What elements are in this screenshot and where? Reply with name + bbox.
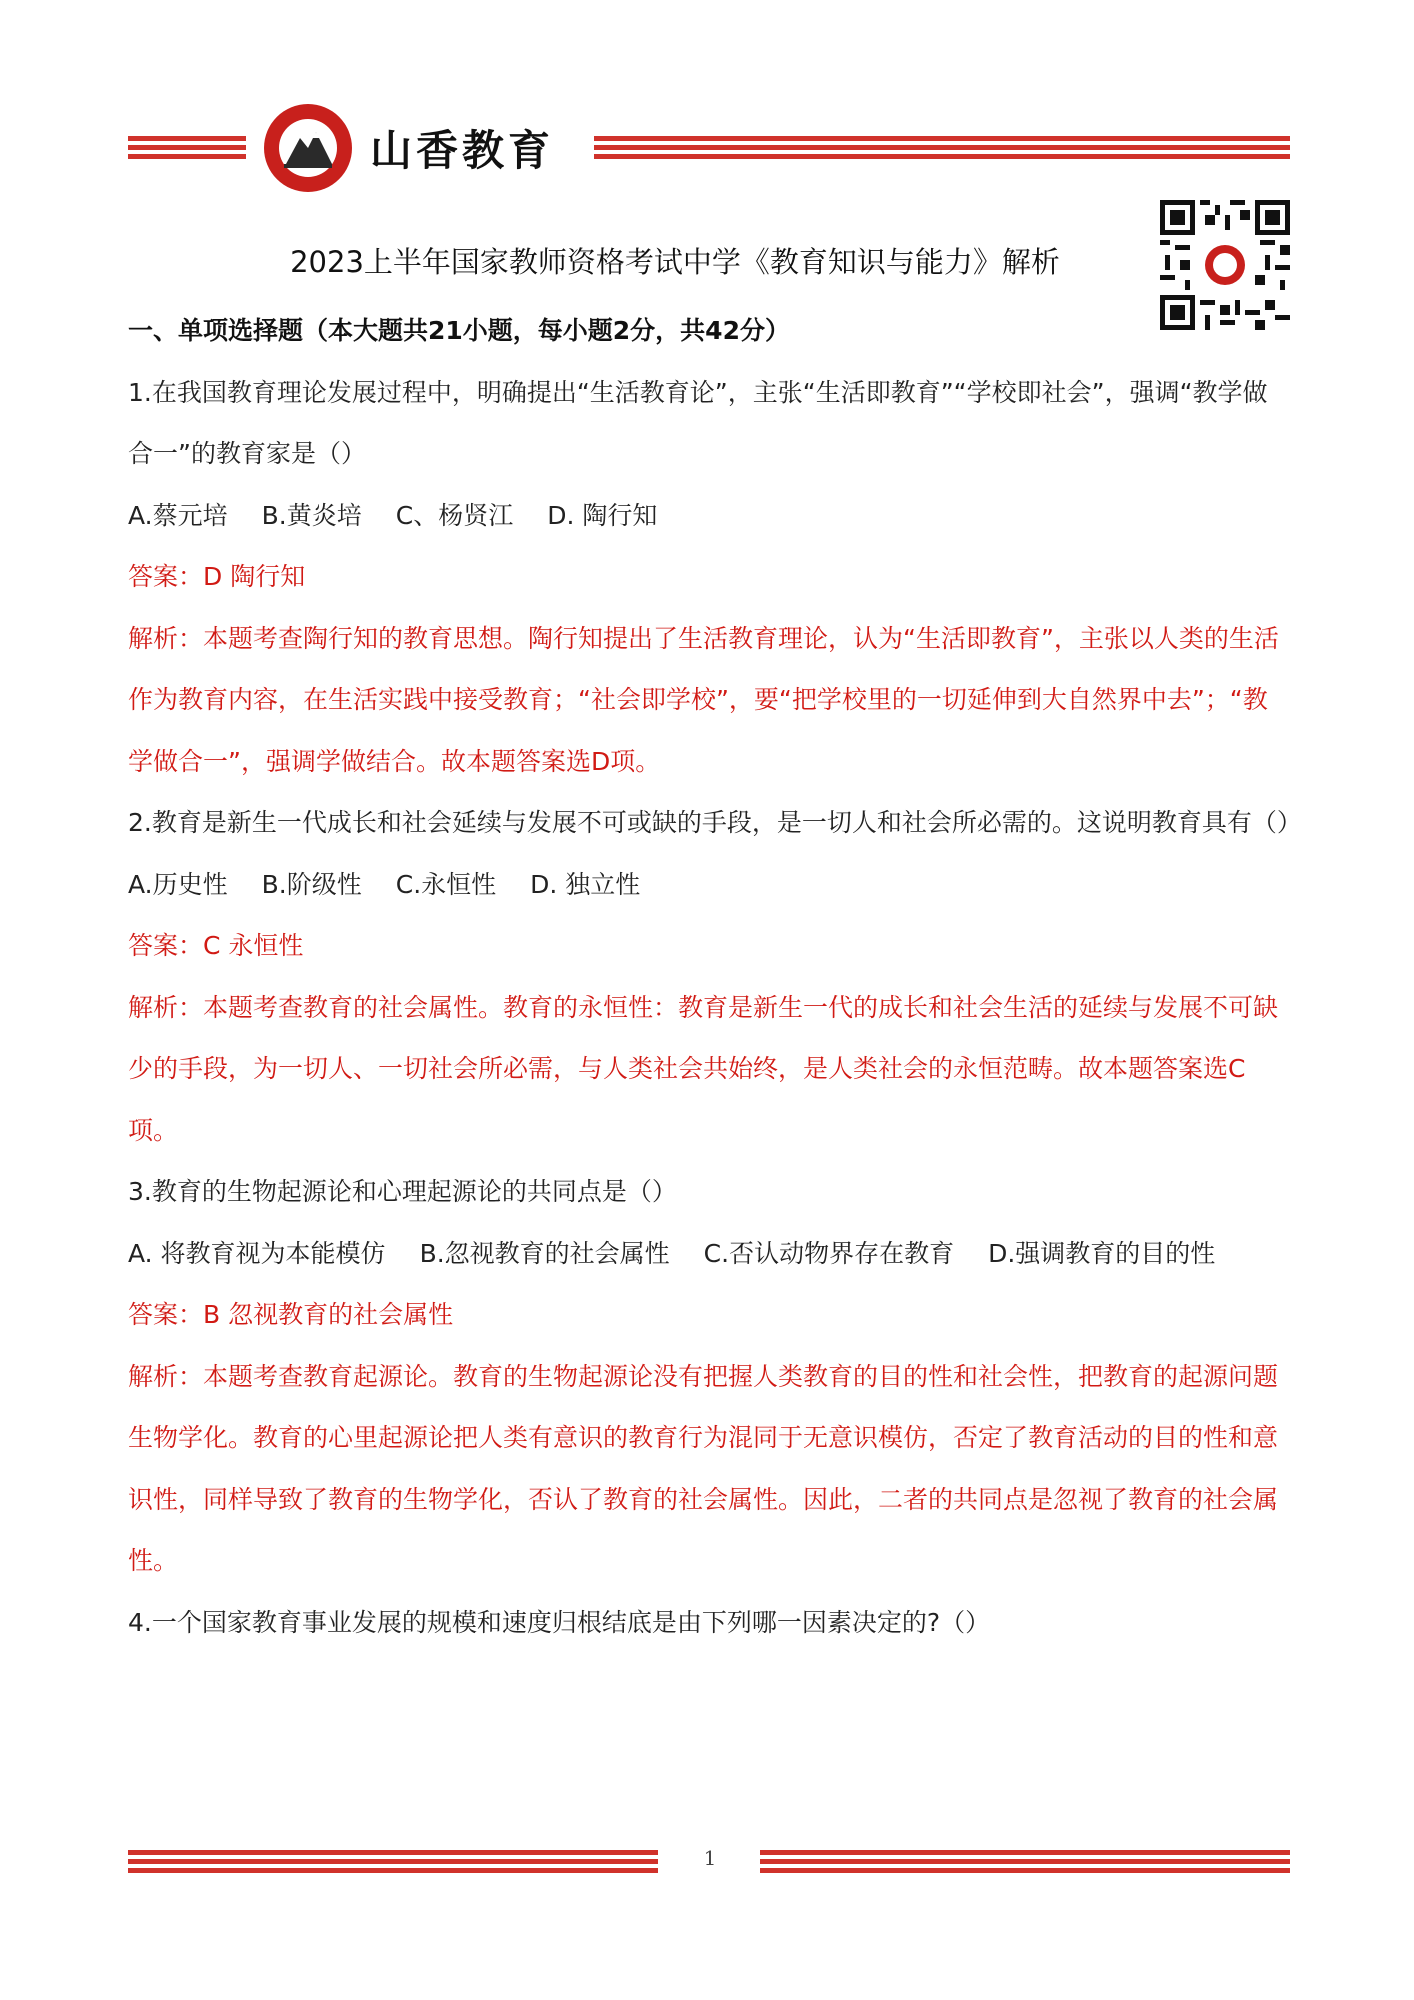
option-c: C.永恒性 xyxy=(395,869,497,899)
answer: 答案：D 陶行知 xyxy=(128,562,306,591)
answer: 答案：B 忽视教育的社会属性 xyxy=(128,1300,454,1329)
question-stem: 4.一个国家教育事业发展的规模和速度归根结底是由下列哪一因素决定的?（） xyxy=(128,1607,991,1637)
question-stem: 1.在我国教育理论发展过程中，明确提出“生活教育论”，主张“生活即教育”“学校即社会”，强调“教学做合一”的教育家是（） xyxy=(128,377,1268,468)
question-options xyxy=(128,854,1290,916)
analysis: 解析：本题考查教育起源论。教育的生物起源论没有把握人类教育的目的性和社会性，把教育的起源问题生物学化。教育的心里起源论把人类有意识的教育行为混同于无意识模仿，否定了教育活动的目的性和意识性，同样导致了教育的生物学化，否认了教育的社会属性。因此，二者的共同点是忽视了教育的社会属性。 xyxy=(128,1361,1279,1575)
option-b: B.阶级性 xyxy=(261,869,362,899)
answer: 答案：C 永恒性 xyxy=(128,931,304,960)
analysis: 解析：本题考查陶行知的教育思想。陶行知提出了生活教育理论，认为“生活即教育”，主张以人类的生活作为教育内容，在生活实践中接受教育；“社会即学校”，要“把学校里的一切延伸到大自然界中去”；“教学做合一”，强调学做结合。故本题答案选D项。 xyxy=(128,623,1279,776)
option-a: A.历史性 xyxy=(128,869,228,899)
question-options xyxy=(128,485,1290,547)
option-d: D.强调教育的目的性 xyxy=(988,1238,1216,1268)
section-heading: 一、单项选择题（本大题共21小题，每小题2分，共42分） xyxy=(128,316,790,345)
option-c: C、杨贤江 xyxy=(395,500,514,530)
header-rule-left xyxy=(128,136,246,158)
question-stem: 2.教育是新生一代成长和社会延续与发展不可或缺的手段，是一切人和社会所必需的。这说明教育具有（） xyxy=(128,808,1302,837)
option-d: D. 独立性 xyxy=(530,869,641,899)
brand-name: 山香教育 xyxy=(370,126,555,175)
analysis: 解析：本题考查教育的社会属性。教育的永恒性：教育是新生一代的成长和社会生活的延续与发展不可缺少的手段，为一切人、一切社会所必需，与人类社会共始终，是人类社会的永恒范畴。故本题答案选C项。 xyxy=(128,992,1279,1145)
question-stem: 3.教育的生物起源论和心理起源论的共同点是（） xyxy=(128,1177,677,1206)
option-a: A. 将教育视为本能模仿 xyxy=(128,1238,386,1268)
option-a: A.蔡元培 xyxy=(128,500,228,530)
option-d: D. 陶行知 xyxy=(547,500,658,530)
document-body xyxy=(128,300,1302,1653)
footer-rule-right xyxy=(760,1850,1290,1872)
option-b: B.忽视教育的社会属性 xyxy=(419,1238,670,1268)
header-rule-right xyxy=(594,136,1290,158)
footer-rule-left xyxy=(128,1850,658,1872)
document-title: 2023上半年国家教师资格考试中学《教育知识与能力》解析 xyxy=(290,245,1060,279)
question-options xyxy=(128,1223,1290,1285)
option-c: C.否认动物界存在教育 xyxy=(703,1238,955,1268)
option-b: B.黄炎培 xyxy=(261,500,362,530)
brand-logo xyxy=(262,102,354,194)
page-number: 1 xyxy=(703,1846,717,1870)
